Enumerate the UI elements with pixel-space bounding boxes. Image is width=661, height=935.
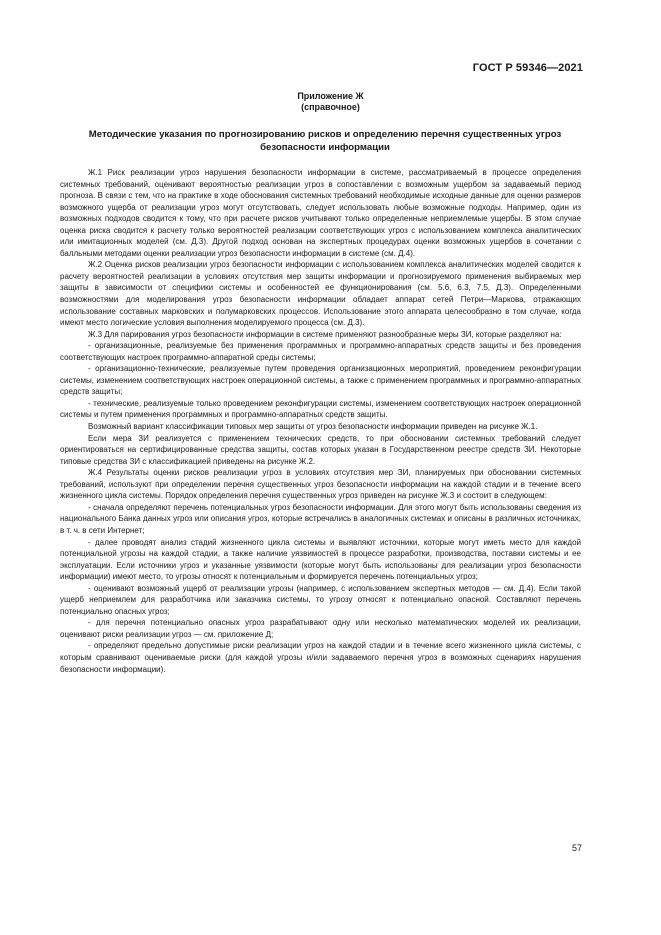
paragraph: Ж.4 Результаты оценки рисков реализации угроз в условиях отсутствия мер ЗИ, планируемых при обосновании системных требований, используют при определении перечня существенных угроз безопасности информации на каждой стадии и в течение всего жизненного цикла системы. Порядок определения перечня существенных угроз приведен на рисунке Ж.3 и состоит в следующем:	[60, 468, 581, 501]
appendix-heading	[0, 91, 661, 113]
list-item: - технические, реализуемые только проведением реконфигурации системы, изменением соответствующих настроек операционной системы и путем применения программных и программно-аппаратных средств защиты.	[60, 398, 581, 420]
paragraph: Если мера ЗИ реализуется с применением технических средств, то при обосновании системных требований следует ориентироваться на сертифицированные средства защиты, состав которых указан в Государственном реестре средств ЗИ. Некоторые типовые средства ЗИ с классификацией приведены на рисунке Ж.2.	[60, 433, 581, 466]
page-number: 57	[571, 843, 582, 853]
appendix-type: (справочное)	[301, 102, 360, 112]
list-item: - для перечня потенциально опасных угроз разрабатывают одну или несколько математических моделей их реализации, оценивают риски реализации угроз — см. приложение Д;	[60, 618, 581, 639]
paragraph: Возможный вариант классификации типовых мер защиты от угроз безопасности информации приведен на рисунке Ж.1.	[88, 422, 538, 432]
appendix-title: Приложение Ж	[297, 91, 364, 101]
list-item: - сначала определяют перечень потенциальных угроз безопасности информации. Для этого могут быть использованы сведения из национального Банка данных угроз или описания угроз, которые встречались в аналогичных системах и описаны в различных источниках, в т. ч. в сети Интернет;	[60, 502, 581, 535]
list-item: - оценивают возможный ущерб от реализации угрозы (например, с использованием экспертных методов — см. Д.4). Если такой ущерб неприемлем для разработчика или заказчика системы, то угрозу относят к потенциально опасной. Составляют перечень потенциально опасных угроз;	[60, 583, 581, 616]
list-item: - определяют предельно допустимые риски реализации угроз на каждой стадии и в течение всего жизненного цикла системы, с которым сравнивают оцениваемые риски (для каждой угрозы и/или задаваемого перечня угроз в возможных сценариях нарушения безопасности информации).	[60, 641, 581, 674]
list-item: - организационные, реализуемые без применения программных и программно-аппаратных средств защиты и без проведения соответствующих настроек программно-аппаратной среды системы;	[60, 341, 581, 362]
paragraph: Ж.2 Оценка рисков реализации угроз безопасности информации с использованием комплекса аналитических моделей сводится к расчету вероятностей реализации в условиях отсутствия мер защиты информации и прогнозируемого применения выбираемых мер защиты в зависимости от специфики системы и особенностей ее функционирования (см. 5.6, 6.3, 7.5, Д.3). Определенными возможностями для моделирования угроз безопасности информации обладает аппарат сетей Петри—Маркова, отражающих использование составных марковских и полумарковских процессов. Использование этого аппарата целесообразно в том случае, когда имеют место логические условия выполнения моделируемого процесса (см. Д.3).	[60, 260, 581, 328]
paragraph: Ж.1 Риск реализации угроз нарушения безопасности информации в системе, рассматриваемый в процессе определения системных требований, оценивают вероятностью реализации угроз в сопоставлении с возможным ущербом за задаваемый период прогноза. В связи с тем, что на практике в ходе обоснования системных требований необходимые исходные данные для оценки размеров возможного ущерба от реализации угроз могут отсутствовать, следует использовать любые возможные подходы. Например, один из возможных подходов сводится к тому, что при расчете рисков учитывают только определенные неприемлемые ущербы. В этом случае оценка риска сводится к расчету только вероятностей реализации соответствующих угроз с использованием комплекса аналитических или имитационных моделей (см. Д.3). Другой подход основан на экспертных процедурах оценки возможных ущербов в сочетании с балльными методами оценки реализации угроз безопасности информации в системе (см. Д.4).	[60, 168, 581, 258]
paragraph: Ж.3 Для парирования угроз безопасности информации в системе применяют разнообразные меры ЗИ, которые разделяют на:	[88, 329, 562, 339]
section-title: Методические указания по прогнозированию рисков и определению перечня существенных угроз безопасности информации	[88, 129, 562, 153]
document-code: ГОСТ Р 59346—2021	[472, 62, 583, 74]
body-text	[60, 167, 581, 675]
list-item: - далее проводят анализ стадий жизненного цикла системы и выявляют источники, которые могут иметь место для каждой потенциальной угрозы на каждой стадии, а также наличие уязвимостей в процессе разработки, производства, поставки системы и ее эксплуатации. Если источники угроз и указанные уязвимости (которые могут быть использованы для реализации угроз безопасности информации) имеют место, то угрозы относят к потенциальным и формируется перечень потенциальных угроз;	[60, 537, 581, 582]
list-item: - организационно-технические, реализуемые путем проведения организационных мероприятий, проведением реконфигурации системы, изменением соответствующих настроек операционной системы, а также с применением программных и программно-аппаратных средств защиты;	[60, 364, 581, 397]
